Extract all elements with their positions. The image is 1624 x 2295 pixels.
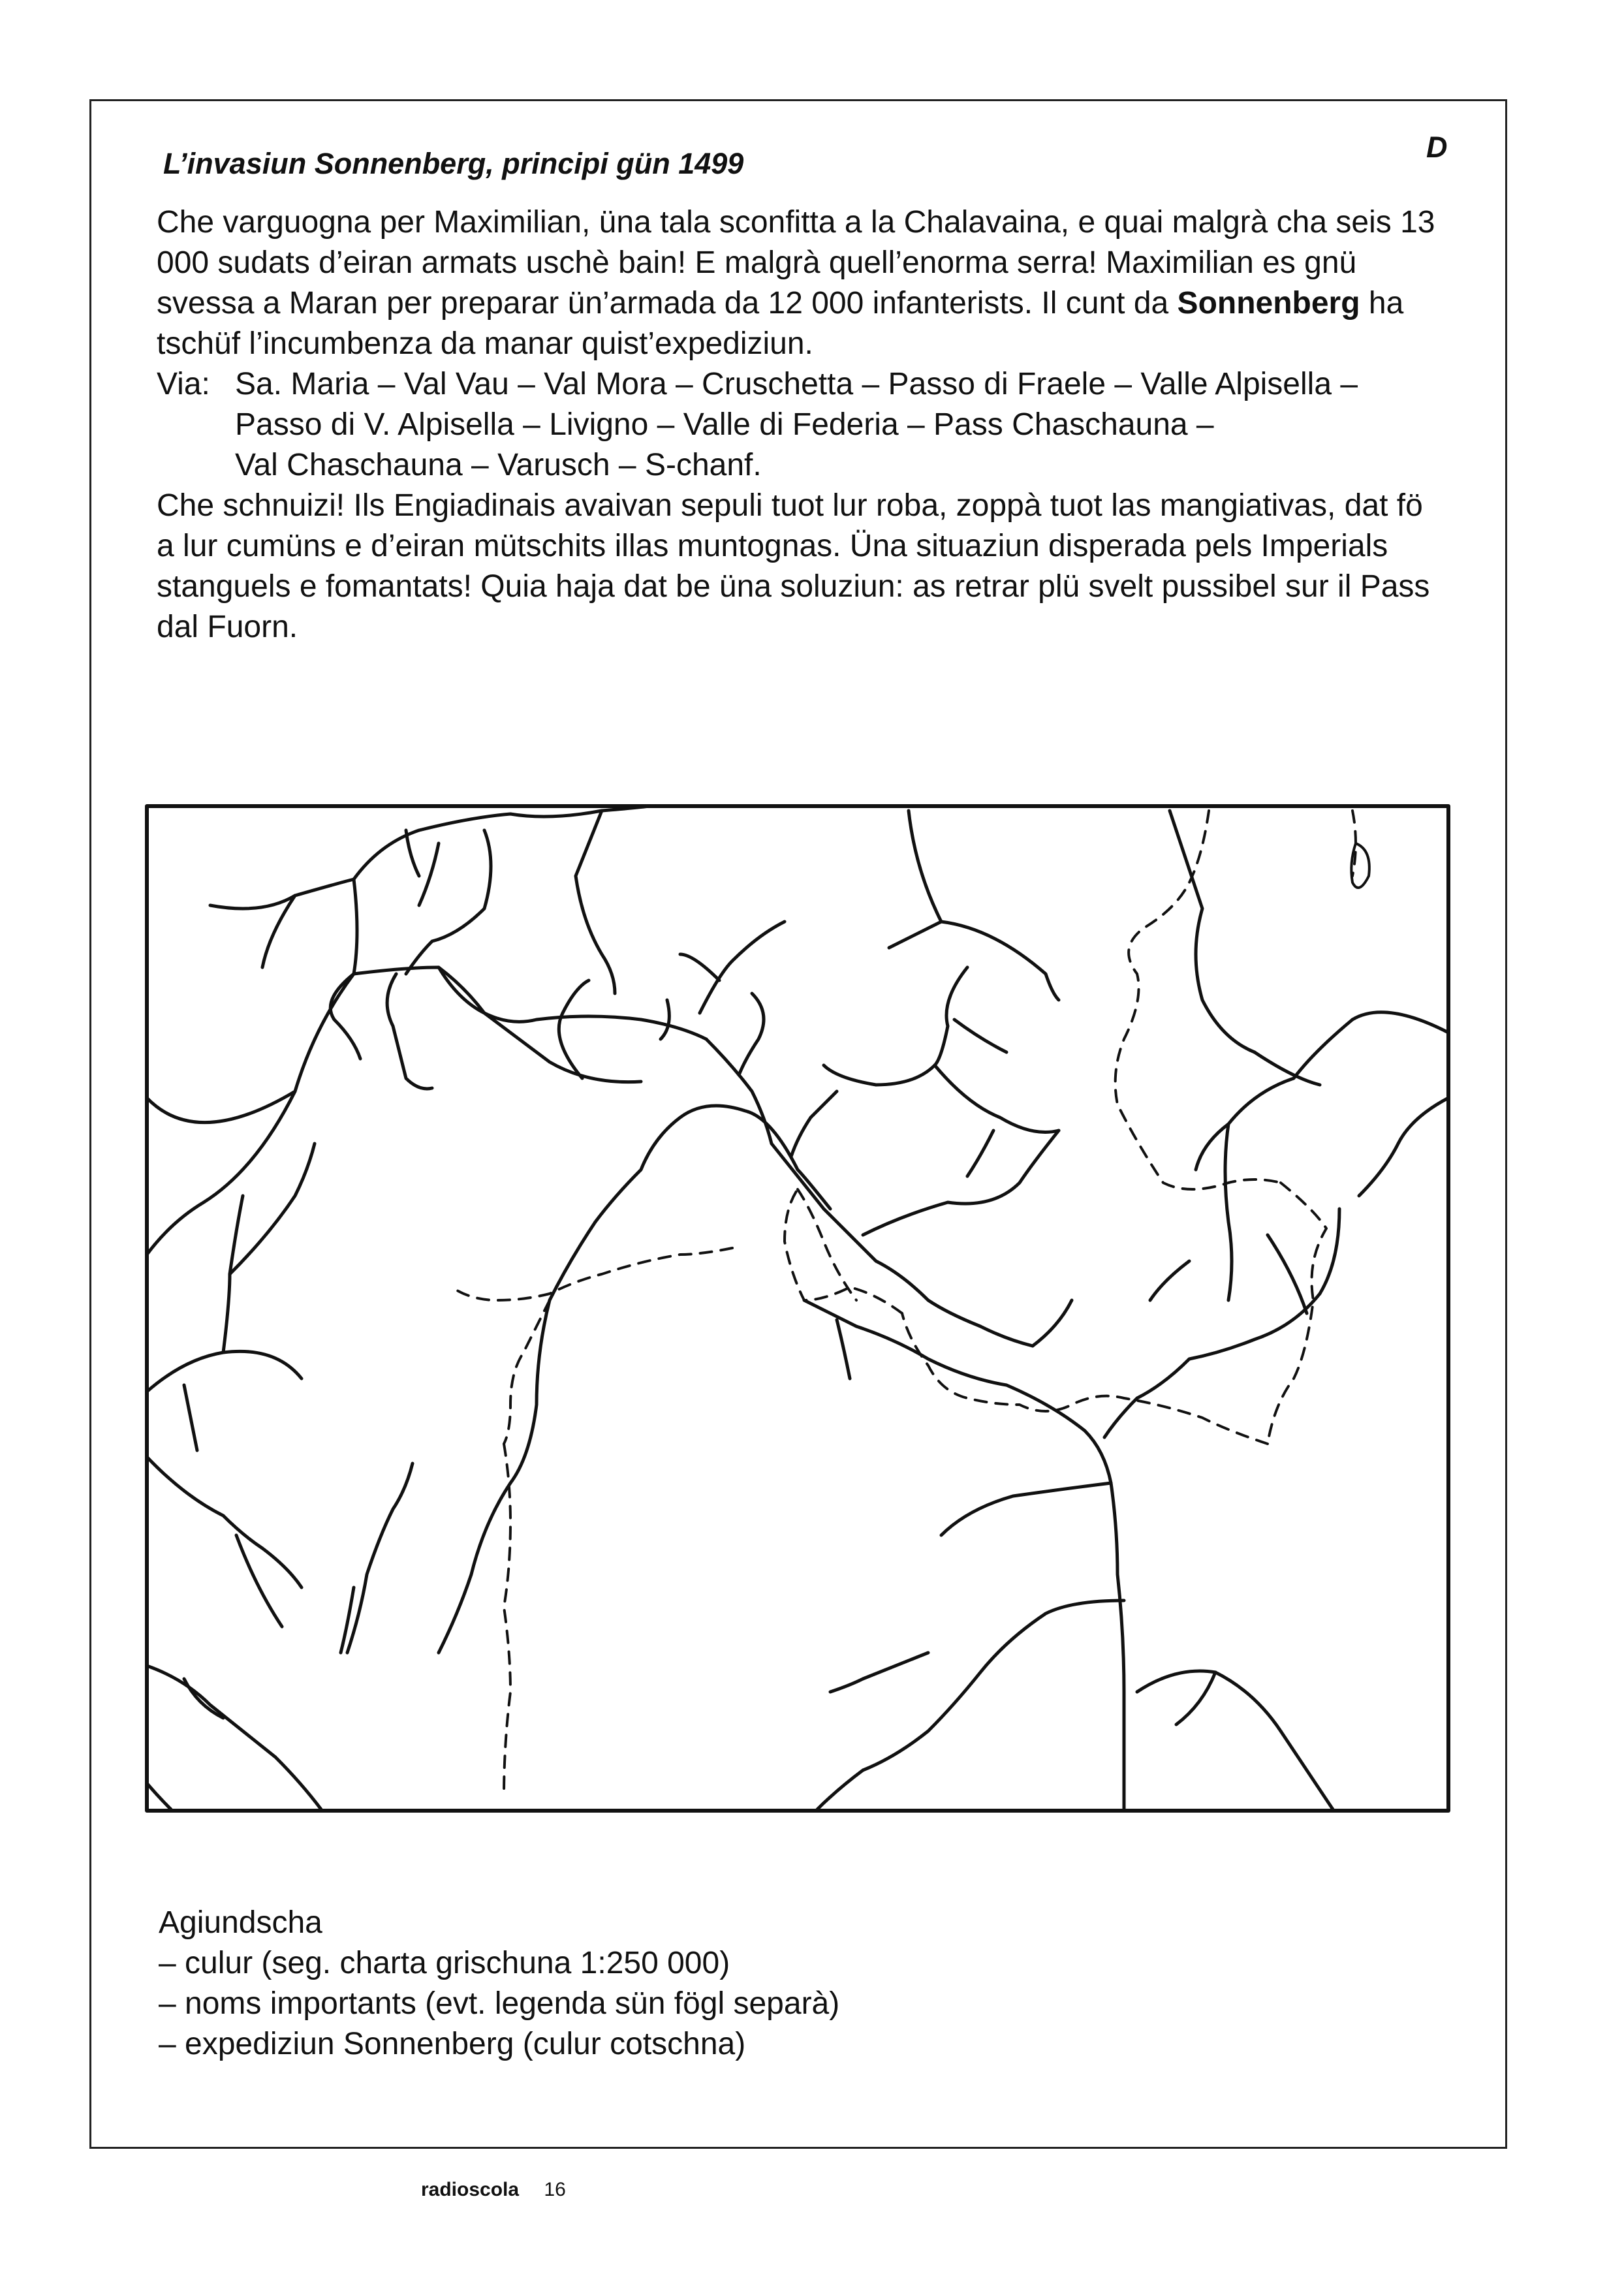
route-step: Cruschetta – <box>702 367 880 401</box>
route-block <box>157 364 1446 486</box>
legend-item: – noms importants (evt. legenda sün fögl separà) <box>159 1986 840 2021</box>
body-text <box>157 202 1446 648</box>
legend-item: – expediziun Sonnenberg (culur cotschna) <box>159 2027 746 2061</box>
map-frame <box>147 806 1448 1811</box>
route-step: Valle Alpisella – <box>1140 367 1358 401</box>
route-step: Sa. Maria – <box>235 367 396 401</box>
route-label: Via: <box>157 367 210 401</box>
legend <box>159 1903 839 2065</box>
map-rivers <box>147 805 1448 1809</box>
route-step: Livigno – <box>549 407 675 442</box>
outline-map <box>145 804 1450 1813</box>
route-step: Varusch – <box>497 448 636 482</box>
paragraph-retreat: Che schnuizi! Ils Engiadinais avaivan sepuli tuot lur roba, zoppà tuot las mangiativas, dat fö a lur cumüns e d’eiran mütschits illas muntognas. Üna situaziun disperada pels Imperials stanguels e fomantats! Quia haja dat be üna soluziun: as retrar plü svelt pussibel sur il Pass dal Fuorn. <box>157 488 1430 644</box>
paragraph-intro <box>157 202 1446 364</box>
page-title: L’invasiun Sonnenberg, principi gün 1499 <box>163 147 744 180</box>
legend-title: Agiundscha <box>159 1905 322 1940</box>
page-number: 16 <box>544 2179 566 2200</box>
map-lake <box>1351 843 1369 888</box>
map-borders <box>452 811 1356 1796</box>
paragraph-intro-b: ha tschüf l’incumbenza da manar quist’expediziun. <box>157 286 1404 361</box>
footer-publication: radioscola <box>421 2179 520 2200</box>
route-step: Passo di V. Alpisella – <box>235 407 540 442</box>
legend-item: – culur (seg. charta grischuna 1:250 000) <box>159 1946 730 1980</box>
route-step: S-chanf. <box>644 448 762 482</box>
page-footer <box>421 2179 566 2201</box>
route-step: Val Chaschauna – <box>235 448 489 482</box>
route-steps <box>235 364 1446 486</box>
route-step: Val Vau – <box>403 367 535 401</box>
section-letter: D <box>1426 131 1448 164</box>
paragraph-intro-a: Che varguogna per Maximilian, üna tala sconfitta a la Chalavaina, e quai malgrà cha seis 13 000 sudats d’eiran armats uschè bain! E malgrà quell’enorma serra! Maximilian es gnü svessa a Maran per preparar ün’armada da 12 000 infanterists. Il cunt da <box>157 205 1435 320</box>
route-step: Val Mora – <box>544 367 693 401</box>
route-step: Passo di Fraele – <box>888 367 1132 401</box>
route-step: Valle di Federia – <box>683 407 925 442</box>
route-step: Pass Chaschauna – <box>933 407 1214 442</box>
sonnenberg-bold: Sonnenberg <box>1177 286 1360 320</box>
